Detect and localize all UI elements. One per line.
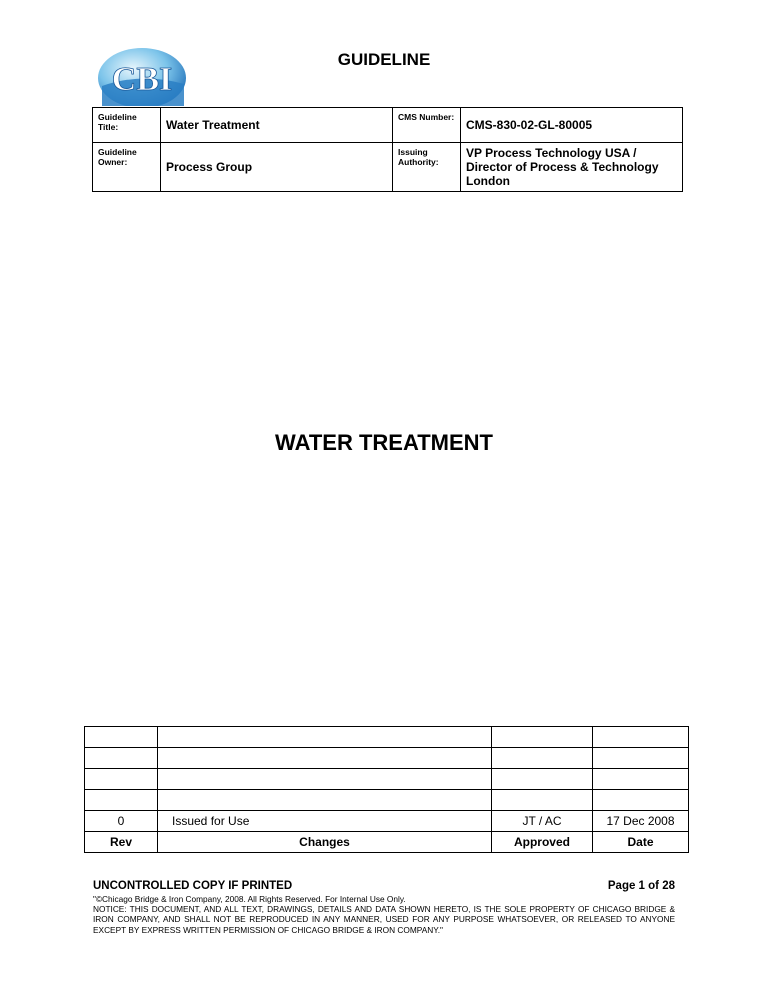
guideline-owner-value: Process Group (161, 143, 393, 192)
issuing-authority-value: VP Process Technology USA / Director of Process & Technology London (461, 143, 683, 192)
copyright-line: "©Chicago Bridge & Iron Company, 2008. All Rights Reserved. For Internal Use Only. (93, 894, 406, 904)
document-title: WATER TREATMENT (275, 430, 493, 455)
revision-row (85, 727, 689, 748)
rev-cell: 0 (85, 811, 158, 832)
rev-header: Rev (85, 832, 158, 853)
revision-row (85, 790, 689, 811)
cms-number-value: CMS-830-02-GL-80005 (461, 108, 683, 143)
revision-row (85, 769, 689, 790)
changes-cell (158, 769, 492, 790)
footer (93, 880, 675, 935)
guideline-title-label: Guideline Title: (93, 108, 161, 143)
revision-table (84, 726, 689, 853)
approved-cell (492, 727, 593, 748)
changes-cell (158, 790, 492, 811)
guideline-title-value: Water Treatment (161, 108, 393, 143)
svg-text:CBI: CBI (111, 61, 173, 98)
revision-row (85, 811, 689, 832)
guideline-owner-label: Guideline Owner: (93, 143, 161, 192)
date-cell: 17 Dec 2008 (593, 811, 689, 832)
rev-cell (85, 748, 158, 769)
approved-cell (492, 748, 593, 769)
page-number: Page 1 of 28 (607, 880, 675, 892)
cms-number-label: CMS Number: (393, 108, 461, 143)
rev-cell (85, 769, 158, 790)
date-cell (593, 727, 689, 748)
approved-cell: JT / AC (492, 811, 593, 832)
date-cell (593, 748, 689, 769)
rev-cell (85, 790, 158, 811)
changes-cell: Issued for Use (158, 811, 492, 832)
rev-cell (85, 727, 158, 748)
approved-cell (492, 790, 593, 811)
approved-header: Approved (492, 832, 593, 853)
changes-cell (158, 748, 492, 769)
changes-header: Changes (158, 832, 492, 853)
date-header: Date (593, 832, 689, 853)
uncontrolled-copy-notice: UNCONTROLLED COPY IF PRINTED (93, 880, 293, 892)
approved-cell (492, 769, 593, 790)
changes-cell (158, 727, 492, 748)
document-heading: GUIDELINE (337, 50, 431, 69)
revision-header-row (85, 832, 689, 853)
guideline-header-table (92, 107, 683, 192)
legal-notice: NOTICE: THIS DOCUMENT, AND ALL TEXT, DRAWINGS, DETAILS AND DATA SHOWN HERETO, IS THE SOLE PROPERTY OF CHICAGO BRIDGE & IRON COMPANY, AND SHALL NOT BE REPRODUCED IN ANY MANNER, USED FOR ANY PURPOSE WHATSOEVER, OR RELEASED TO ANYONE EXCEPT BY EXPRESS WRITTEN PERMISSION OF CHICAGO BRIDGE & IRON COMPANY." (93, 904, 675, 935)
revision-row (85, 748, 689, 769)
date-cell (593, 790, 689, 811)
issuing-authority-label: Issuing Authority: (393, 143, 461, 192)
date-cell (593, 769, 689, 790)
